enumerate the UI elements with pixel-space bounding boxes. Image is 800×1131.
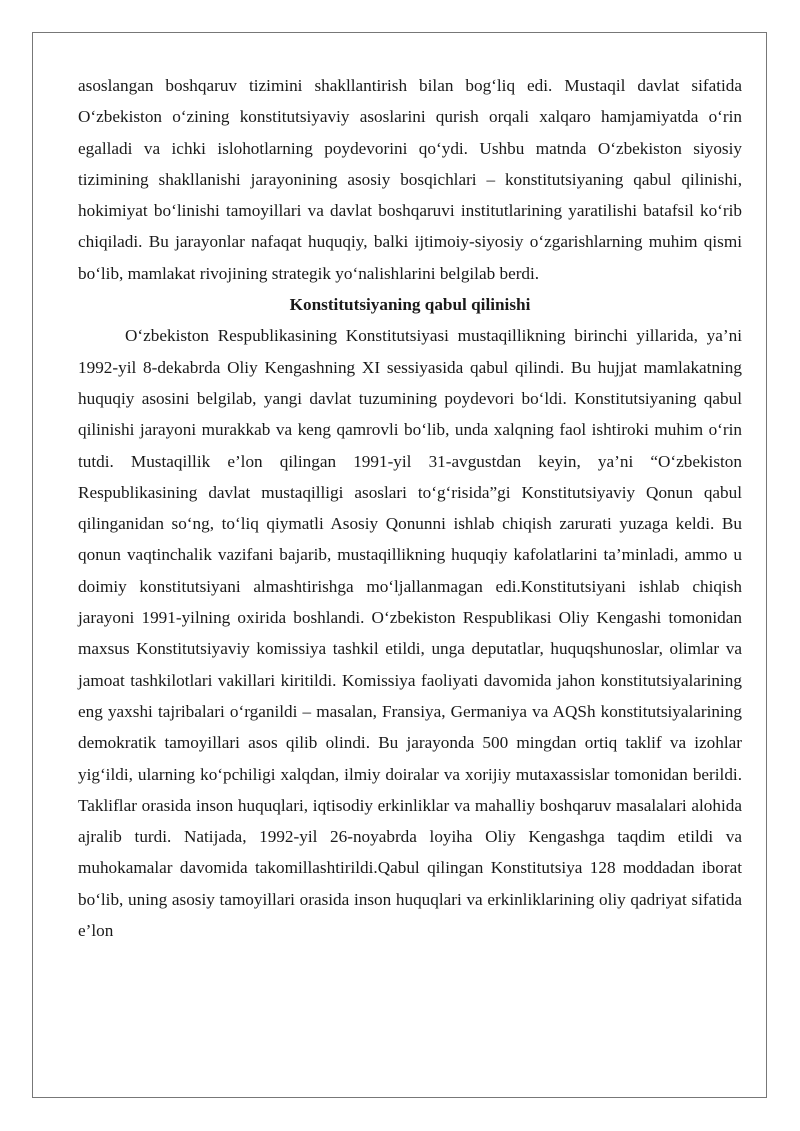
document-body <box>78 70 742 946</box>
section-heading: Konstitutsiyaning qabul qilinishi <box>289 295 531 315</box>
intro-paragraph: asoslangan boshqaruv tizimini shakllantirish bilan bog‘liq edi. Mustaqil davlat sifatida O‘zbekiston o‘zining konstitutsiyaviy asoslarini qurish orqali xalqaro hamjamiyatda o‘rin egalladi va ichki islohotlarning poydevorini qo‘ydi. Ushbu matnda O‘zbekiston siyosiy tizimining shakllanishi jarayonining asosiy bosqichlari – konstitutsiyaning qabul qilinishi, hokimiyat bo‘linishi tamoyillari va davlat boshqaruvi institutlarining yaratilishi batafsil ko‘rib chiqiladi. Bu jarayonlar nafaqat huquqiy, balki ijtimoiy-siyosiy o‘zgarishlarning muhim qismi bo‘lib, mamlakat rivojining strategik yo‘nalishlarini belgilab berdi. <box>78 76 742 283</box>
body-paragraph: O‘zbekiston Respublikasining Konstitutsiyasi mustaqillikning birinchi yillarida, ya’ni 1992-yil 8-dekabrda Oliy Kengashning XI sessiyasida qabul qilindi. Bu hujjat mamlakatning huquqiy asosini belgilab, yangi davlat tuzumining poydevori bo‘ldi. Konstitutsiyaning qabul qilinishi jarayoni murakkab va keng qamrovli bo‘lib, unda xalqning faol ishtiroki muhim o‘rin tutdi. Mustaqillik e’lon qilingan 1991-yil 31-avgustdan keyin, ya’ni “O‘zbekiston Respublikasining davlat mustaqilligi asoslari to‘g‘risida”gi Konstitutsiyaviy Qonun qabul qilinganidan so‘ng, to‘liq qiymatli Asosiy Qonunni ishlab chiqish zarurati yuzaga keldi. Bu qonun vaqtinchalik vazifani bajarib, mustaqillikning huquqiy kafolatlarini ta’minladi, ammo u doimiy konstitutsiyani almashtirishga mo‘ljallanmagan edi.Konstitutsiyani ishlab chiqish jarayoni 1991-yilning oxirida boshlandi. O‘zbekiston Respublikasi Oliy Kengashi tomonidan maxsus Konstitutsiyaviy komissiya tashkil etildi, unga deputatlar, huquqshunoslar, olimlar va jamoat tashkilotlari vakillari kiritildi. Komissiya faoliyati davomida jahon konstitutsiyalarining eng yaxshi tajribalari o‘rganildi – masalan, Fransiya, Germaniya va AQSh konstitutsiyalarining demokratik tamoyillari asos qilib olindi. Bu jarayonda 500 mingdan ortiq taklif va izohlar yig‘ildi, ularning ko‘pchiligi xalqdan, ilmiy doiralar va xorijiy mutaxassislar tomonidan berildi. Takliflar orasida inson huquqlari, iqtisodiy erkinliklar va mahalliy boshqaruv masalalari alohida ajralib turdi. Natijada, 1992-yil 26-noyabrda loyiha Oliy Kengashga taqdim etildi va muhokamalar davomida takomillashtirildi.Qabul qilingan Konstitutsiya 128 moddadan iborat bo‘lib, uning asosiy tamoyillari orasida inson huquqlari va erkinliklarining oliy qadriyat sifatida e’lon <box>78 326 742 941</box>
